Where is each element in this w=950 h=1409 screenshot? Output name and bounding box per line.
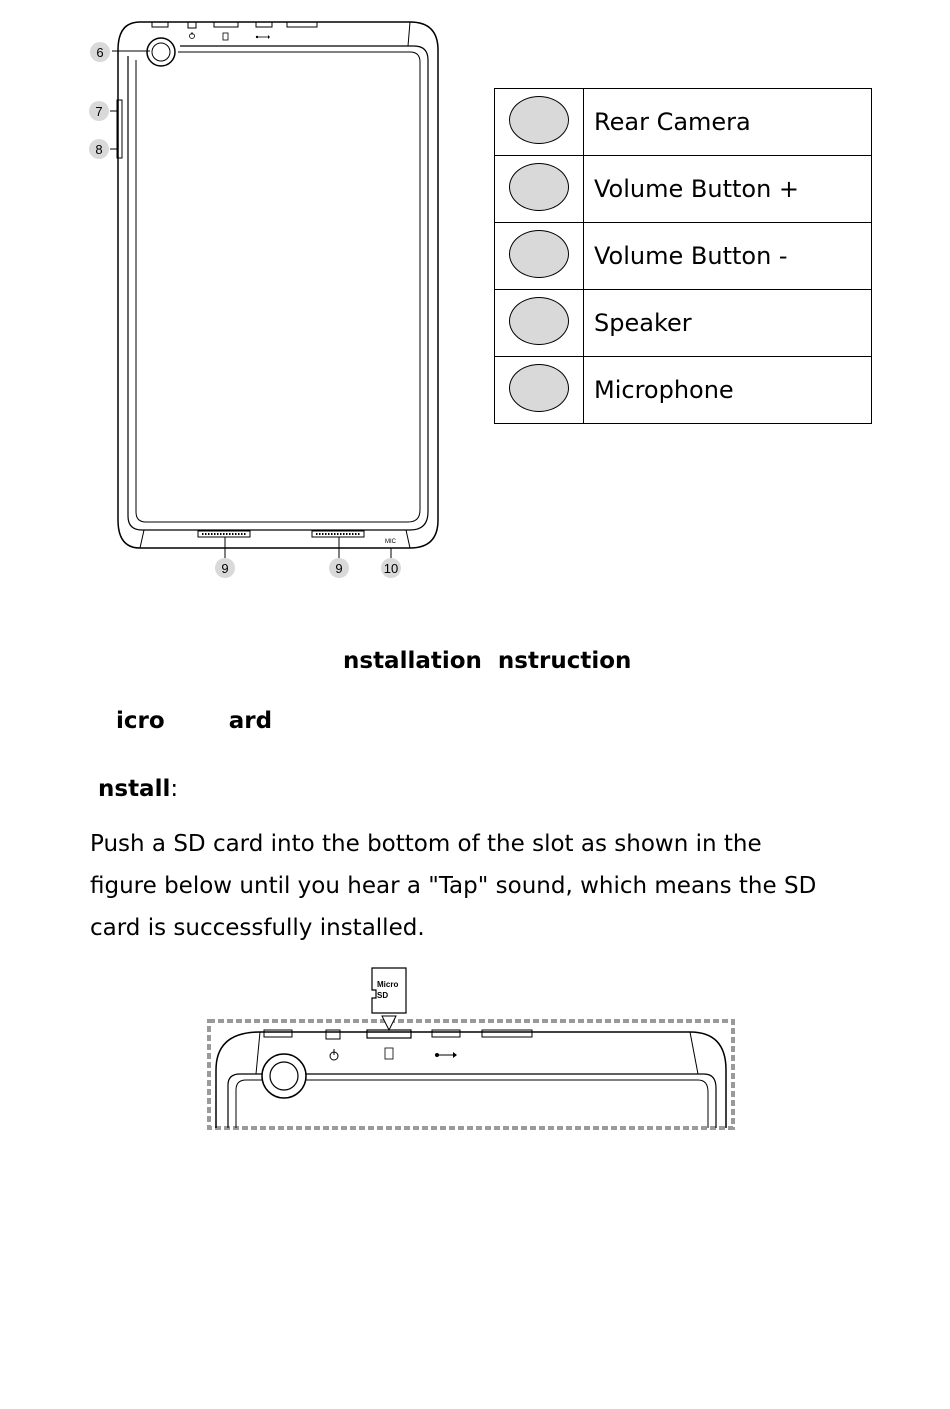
power-port — [188, 22, 196, 28]
legend-row — [495, 357, 872, 424]
speaker-left — [198, 531, 250, 537]
paragraph-line: figure below until you hear a "Tap" sound, which means the SD — [90, 873, 817, 899]
callout-microphone — [381, 558, 401, 578]
callout-oval — [509, 230, 569, 278]
section-subtitle: icro ard — [116, 708, 273, 734]
svg-text:7: 7 — [95, 104, 103, 119]
svg-text:8: 8 — [95, 142, 103, 157]
install-label: nstall — [98, 776, 171, 802]
sd-card-slot-icon — [385, 1048, 393, 1059]
usb-icon — [256, 35, 270, 39]
paragraph-line: card is successfully installed. — [90, 915, 425, 941]
paragraph-line: Push a SD card into the bottom of the slot as shown in the — [90, 831, 762, 857]
callout-oval — [509, 364, 569, 412]
tablet-diagram — [85, 15, 455, 585]
legend-label-microphone: Microphone — [584, 357, 872, 424]
install-colon: : — [170, 776, 179, 802]
callout-speaker-right — [329, 558, 349, 578]
sd-card-slot-icon — [223, 33, 228, 40]
sd-card-slot — [367, 1030, 411, 1038]
install-heading — [98, 768, 178, 810]
legend-label-rear-camera: Rear Camera — [584, 89, 872, 156]
sd-top-port-1 — [264, 1030, 292, 1037]
callout-oval — [509, 297, 569, 345]
svg-text:9: 9 — [335, 561, 343, 576]
camera-ring — [262, 1054, 306, 1098]
svg-text:9: 9 — [221, 561, 229, 576]
section-title: nstallation nstruction — [343, 648, 632, 674]
legend-label-volume-down: Volume Button - — [584, 223, 872, 290]
legend-row — [495, 290, 872, 357]
speaker-right — [312, 531, 364, 537]
legend-label-speaker: Speaker — [584, 290, 872, 357]
legend-row — [495, 223, 872, 290]
micro-sd-card — [372, 968, 406, 1013]
callout-oval — [509, 96, 569, 144]
svg-text:10: 10 — [383, 561, 399, 576]
rear-camera — [147, 38, 175, 66]
legend-row — [495, 156, 872, 223]
power-icon — [330, 1049, 338, 1060]
callout-speaker-left — [215, 558, 235, 578]
install-paragraph — [90, 823, 816, 949]
sd-card-label-line2: SD — [377, 991, 389, 1000]
tablet-body-outline — [118, 22, 438, 548]
usb-icon — [435, 1052, 457, 1058]
callout-oval — [509, 163, 569, 211]
mic-label: MIC — [385, 539, 396, 545]
legend-row — [495, 89, 872, 156]
sd-install-figure — [200, 962, 745, 1137]
power-icon — [190, 32, 195, 39]
legend-table — [494, 88, 872, 424]
callout-volume-up — [89, 101, 109, 121]
legend-label-volume-up: Volume Button + — [584, 156, 872, 223]
sd-usb-port — [432, 1030, 460, 1037]
callout-rear-camera — [90, 42, 110, 62]
sd-top-port-5 — [482, 1030, 532, 1037]
sd-card-label-line1: Micro — [377, 980, 399, 989]
svg-text:6: 6 — [96, 45, 104, 60]
callout-volume-down — [89, 139, 109, 159]
